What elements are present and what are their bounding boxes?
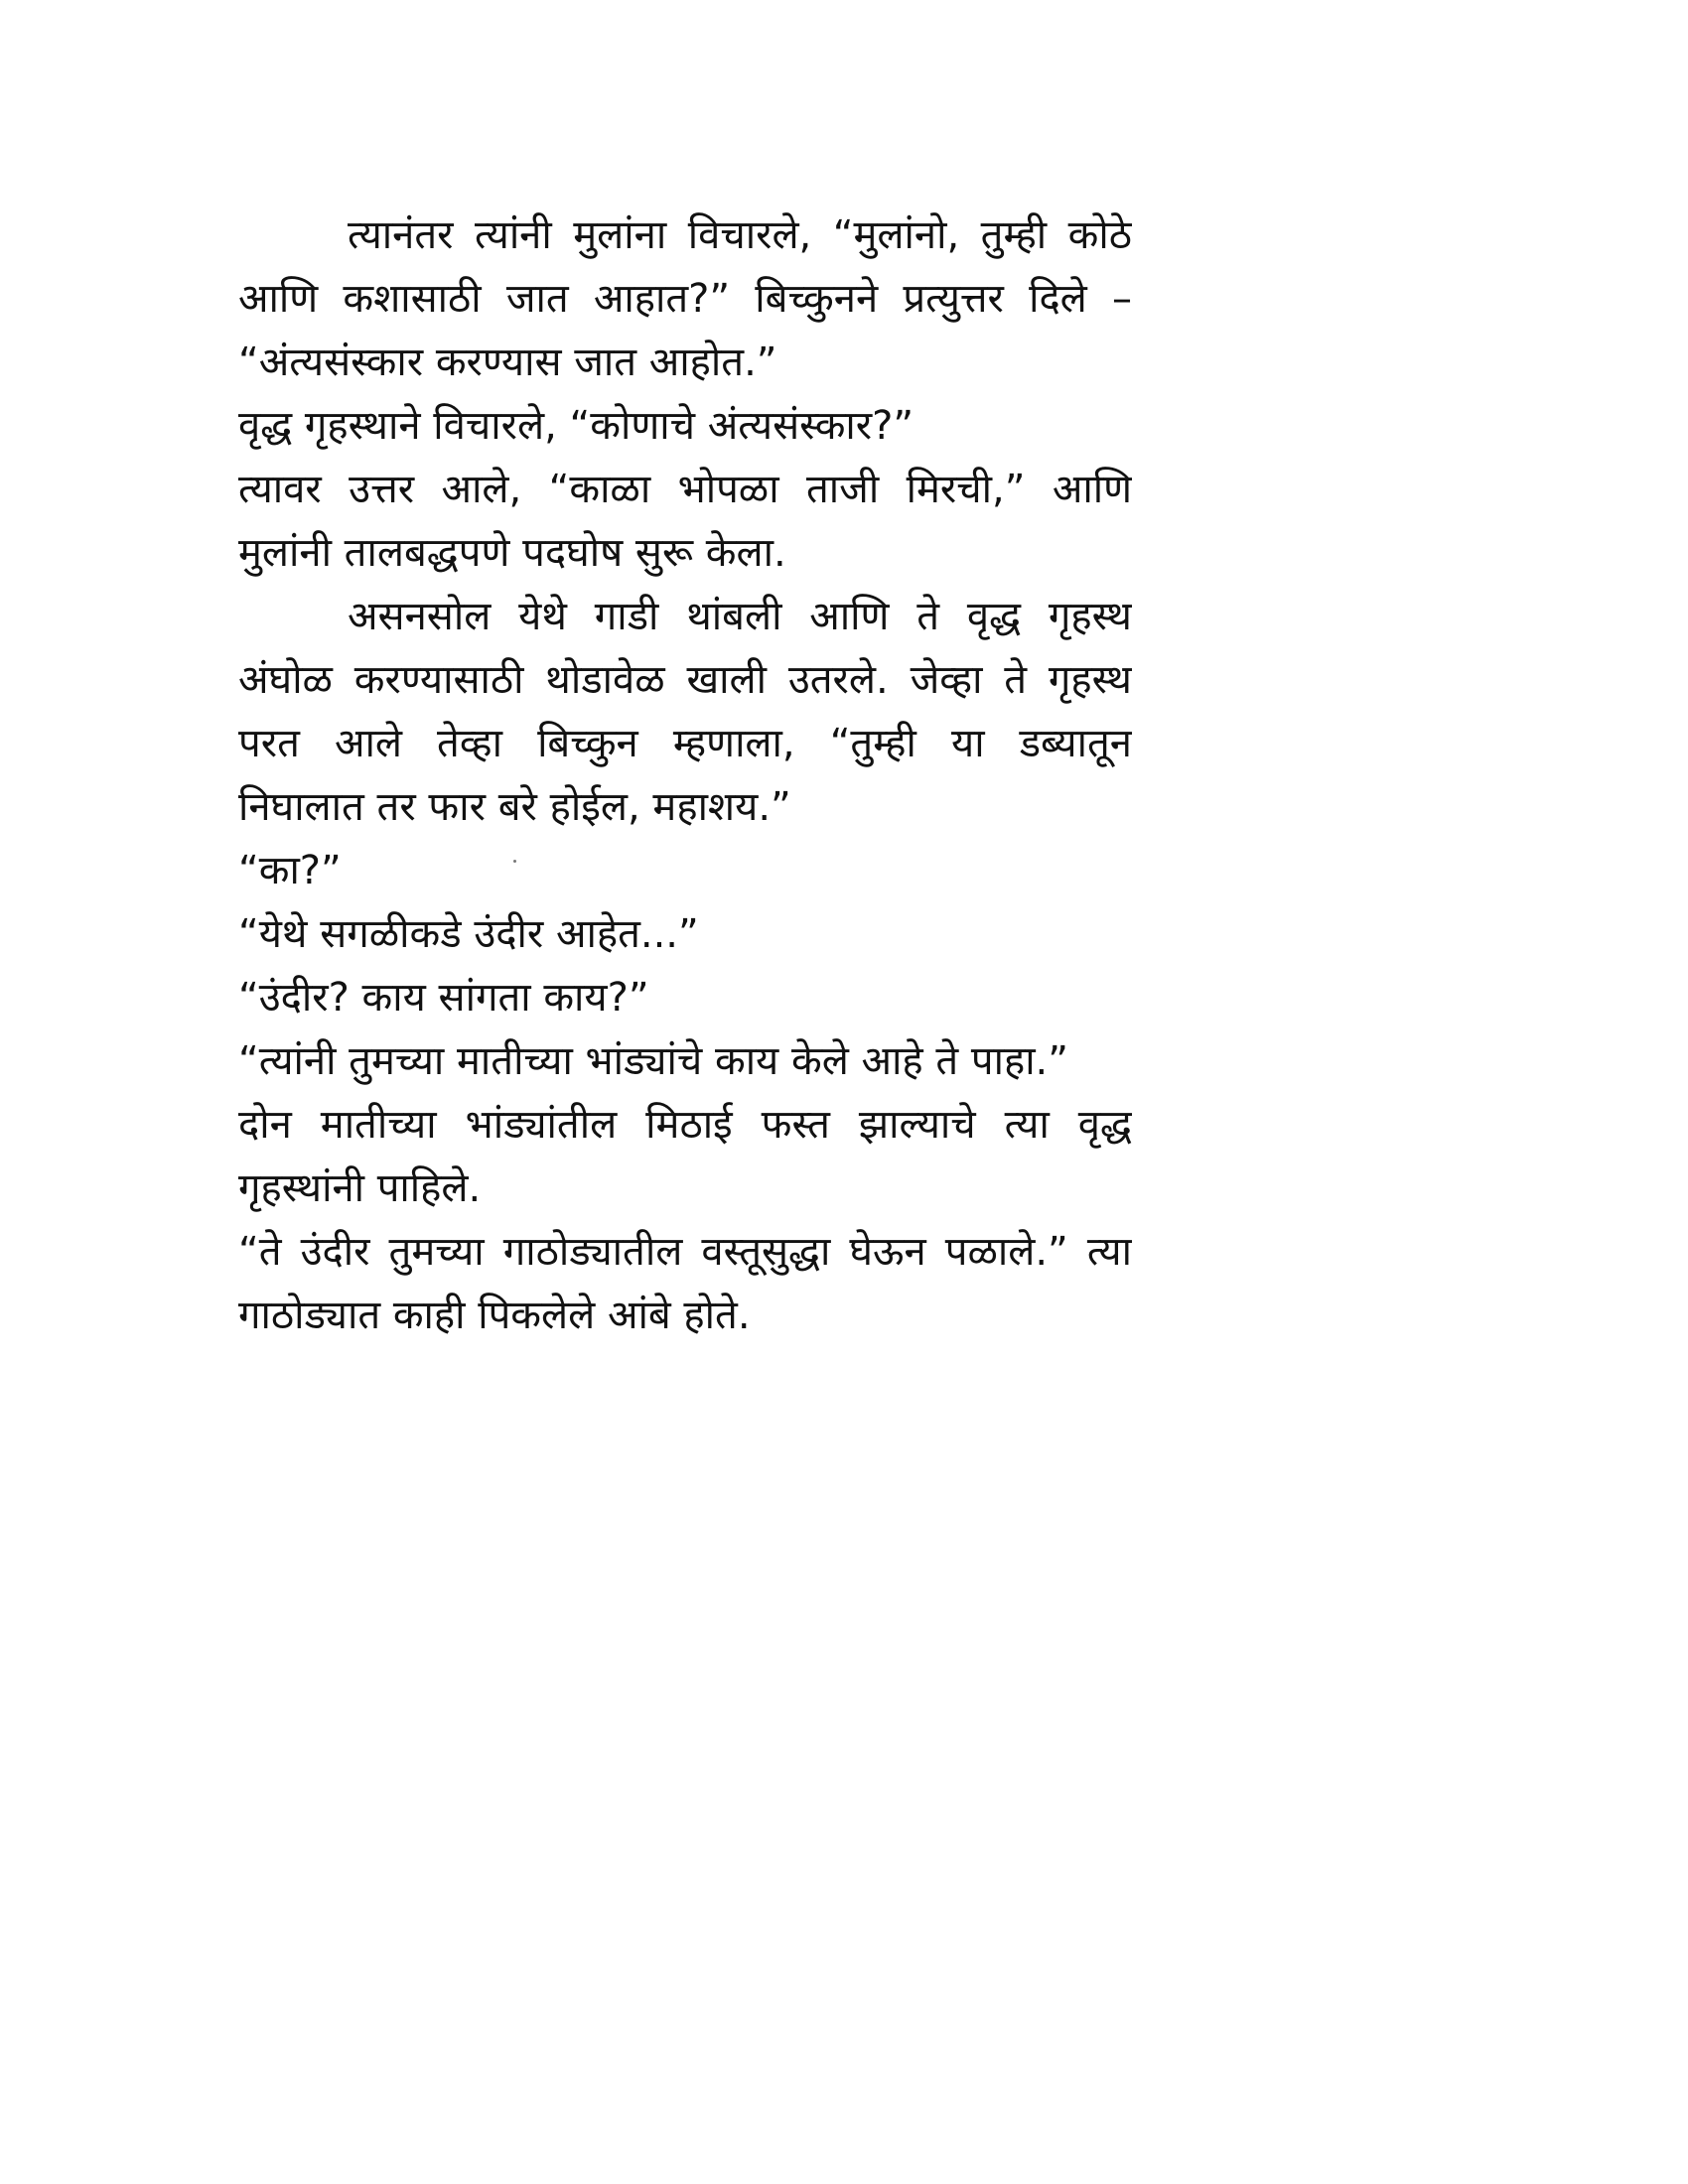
text-line: त्यावर उत्तर आले, “काळा भोपळा ताजी मिरची,” आणि [238,467,1132,512]
scan-speck [513,860,516,863]
text-line: “येथे सगळीकडे उंदीर आहेत...” [238,911,699,957]
text-line: गृहस्थांनी पाहिले. [238,1165,482,1211]
text-line: असनसोल येथे गाडी थांबली आणि ते वृद्ध गृहस्थ [348,594,1132,639]
text-line: गाठोड्यात काही पिकलेले आंबे होते. [238,1293,751,1338]
text-line: परत आले तेव्हा बिच्कुन म्हणाला, “तुम्ही या डब्यातून [238,721,1132,766]
text-line: वृद्ध गृहस्थाने विचारले, “कोणाचे अंत्यसंस्कार?” [238,403,914,449]
text-line: “ते उंदीर तुमच्या गाठोड्यातील वस्तूसुद्धा घेऊन पळाले.” त्या [238,1229,1132,1275]
text-line: मुलांनी तालबद्धपणे पदघोष सुरू केला. [238,530,786,576]
text-line: दोन मातीच्या भांड्यांतील मिठाई फस्त झाल्याचे त्या वृद्ध [238,1102,1132,1148]
text-line: त्यानंतर त्यांनी मुलांना विचारले, “मुलांनो, तुम्ही कोठे [348,212,1132,258]
text-line: अंघोळ करण्यासाठी थोडावेळ खाली उतरले. जेव्हा ते गृहस्थ [238,657,1132,703]
text-line: आणि कशासाठी जात आहात?” बिच्कुनने प्रत्युत्तर दिले – [238,276,1132,322]
story-text [238,204,1132,1347]
text-line: “उंदीर? काय सांगता काय?” [238,975,649,1021]
text-line: “त्यांनी तुमच्या मातीच्या भांड्यांचे काय केले आहे ते पाहा.” [238,1038,1068,1084]
text-line: “अंत्यसंस्कार करण्यास जात आहोत.” [238,340,777,385]
text-line: “का?” [238,848,342,893]
text-line: निघालात तर फार बरे होईल, महाशय.” [238,784,791,830]
